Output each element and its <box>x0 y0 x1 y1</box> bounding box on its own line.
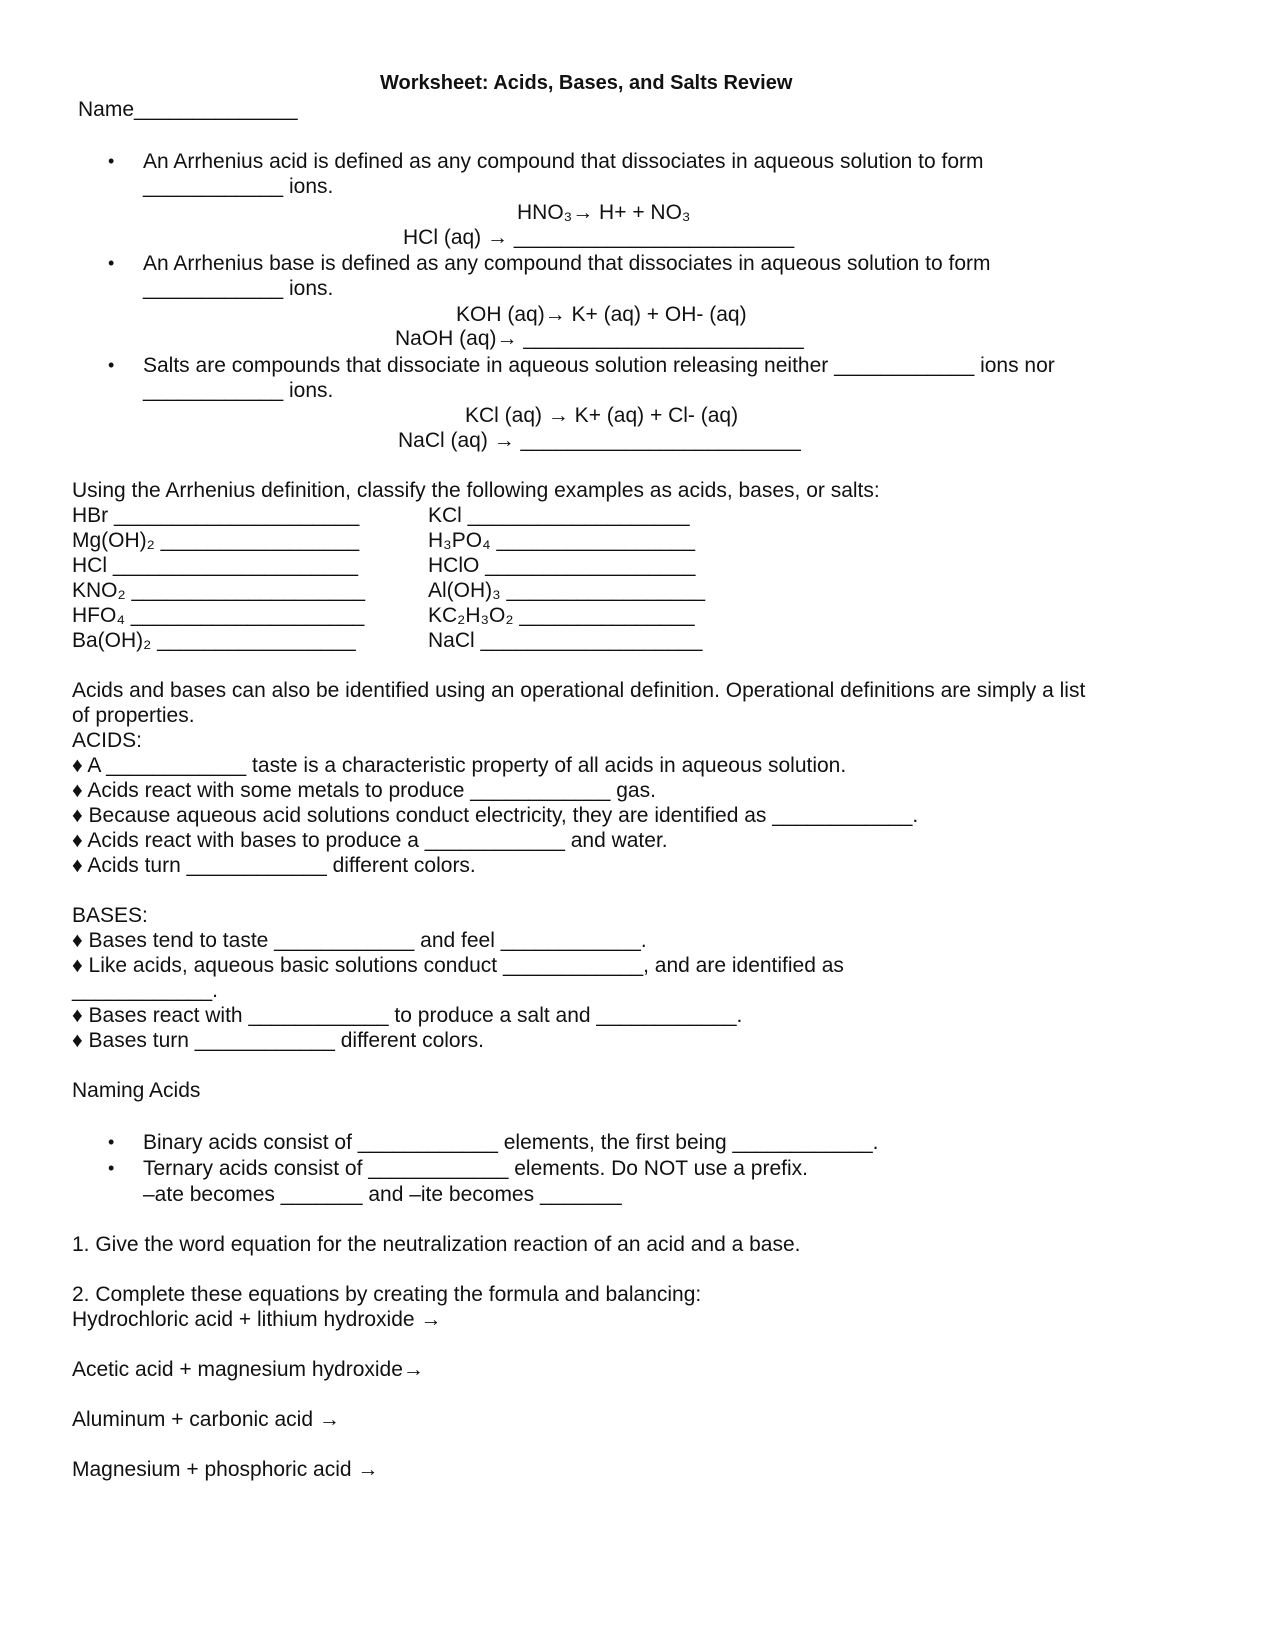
answer-blank[interactable]: _____________________ <box>108 504 360 527</box>
binary-acids-rule: Binary acids consist of ____________ elements, the first being ____________. <box>143 1131 879 1154</box>
page-title: Worksheet: Acids, Bases, and Salts Review <box>380 72 793 94</box>
answer-blank[interactable]: _______________ <box>513 604 695 627</box>
acid-property-item: ♦ Acids turn ____________ different colors. <box>72 854 476 877</box>
answer-blank[interactable]: ____________________ <box>125 579 366 602</box>
formula: NaCl <box>428 629 475 652</box>
bullet-dot: • <box>108 355 115 375</box>
acid-property-item: ♦ Acids react with some metals to produce ____________ gas. <box>72 779 656 802</box>
classify-item <box>72 503 359 528</box>
question-2: 2. Complete these equations by creating the formula and balancing: <box>72 1283 702 1306</box>
classify-item <box>428 528 695 553</box>
acid-property-item: ♦ Acids react with bases to produce a ____________ and water. <box>72 829 668 852</box>
classify-item <box>72 578 365 603</box>
bullet-dot: • <box>108 253 115 273</box>
acid-definition-line1: An Arrhenius acid is defined as any compound that dissociates in aqueous solution to form <box>143 150 984 173</box>
naming-acids-heading: Naming Acids <box>72 1079 201 1102</box>
classify-item <box>428 503 690 528</box>
formula: KC₂H₃O₂ <box>428 604 514 627</box>
answer-blank[interactable]: __________________ <box>479 554 696 577</box>
base-example-equation: KOH (aq)→ K+ (aq) + OH- (aq) <box>456 303 747 326</box>
acids-heading: ACIDS: <box>72 729 143 752</box>
equation-prompt: Magnesium + phosphoric acid → <box>72 1458 379 1481</box>
ate-ite-rule: –ate becomes _______ and –ite becomes _______ <box>143 1183 622 1206</box>
ternary-acids-rule: Ternary acids consist of ____________ elements. Do NOT use a prefix. <box>143 1157 808 1180</box>
answer-blank[interactable]: _____________________ <box>107 554 359 577</box>
formula: HBr <box>72 504 109 527</box>
classify-item <box>72 603 364 628</box>
formula: KCl <box>428 504 462 527</box>
equation-prompt: Acetic acid + magnesium hydroxide→ <box>72 1358 424 1381</box>
formula: HCl <box>72 554 107 577</box>
classify-item <box>72 628 356 653</box>
base-property-item: ♦ Like acids, aqueous basic solutions conduct ____________, and are identified as <box>72 954 844 977</box>
formula: Ba(OH)₂ <box>72 629 152 652</box>
formula: HClO <box>428 554 480 577</box>
answer-blank[interactable]: _________________ <box>151 629 356 652</box>
bullet-dot: • <box>108 1158 115 1178</box>
base-definition-line1: An Arrhenius base is defined as any compound that dissociates in aqueous solution to form <box>143 252 991 275</box>
salt-example-equation: KCl (aq) → K+ (aq) + Cl- (aq) <box>465 404 739 427</box>
base-property-item: ♦ Bases tend to taste ____________ and feel ____________. <box>72 929 647 952</box>
acid-practice-equation: HCl (aq) → ________________________ <box>403 226 795 249</box>
answer-blank[interactable]: _________________ <box>490 529 696 552</box>
answer-blank[interactable]: ___________________ <box>474 629 703 652</box>
formula: Al(OH)₃ <box>428 579 501 602</box>
name-field[interactable]: Name______________ <box>78 98 298 121</box>
classify-item <box>428 628 702 653</box>
equation-prompt: Aluminum + carbonic acid → <box>72 1408 340 1431</box>
salt-practice-equation: NaCl (aq) → ________________________ <box>398 429 801 452</box>
acid-property-item: ♦ Because aqueous acid solutions conduct electricity, they are identified as ____________. <box>72 804 919 827</box>
answer-blank[interactable]: _________________ <box>500 579 706 602</box>
acid-property-item: ♦ A ____________ taste is a characteristic property of all acids in aqueous solution. <box>72 754 847 777</box>
classify-item <box>72 553 358 578</box>
base-property-item: ♦ Bases react with ____________ to produce a salt and ____________. <box>72 1004 743 1027</box>
question-1: 1. Give the word equation for the neutralization reaction of an acid and a base. <box>72 1233 801 1256</box>
answer-blank[interactable]: _________________ <box>154 529 360 552</box>
formula: Mg(OH)₂ <box>72 529 155 552</box>
answer-blank[interactable]: ____________________ <box>124 604 365 627</box>
base-property-item: ♦ Bases turn ____________ different colors. <box>72 1029 484 1052</box>
bullet-dot: • <box>108 1132 115 1152</box>
salt-definition-line2: ____________ ions. <box>143 379 334 402</box>
answer-blank[interactable]: ___________________ <box>461 504 690 527</box>
acid-example-equation: HNO₃→ H+ + NO₃ <box>517 201 691 224</box>
classify-instructions: Using the Arrhenius definition, classify the following examples as acids, bases, or salts: <box>72 479 880 502</box>
classify-item <box>72 528 359 553</box>
equation-prompt: Hydrochloric acid + lithium hydroxide → <box>72 1308 442 1331</box>
classify-item <box>428 578 705 603</box>
bullet-dot: • <box>108 151 115 171</box>
operational-definition-line1: Acids and bases can also be identified using an operational definition. Operational definitions are simply a list <box>72 679 1086 702</box>
acid-definition-line2: ____________ ions. <box>143 175 334 198</box>
classify-item <box>428 603 695 628</box>
base-definition-line2: ____________ ions. <box>143 277 334 300</box>
operational-definition-line2: of properties. <box>72 704 195 727</box>
classify-item <box>428 553 695 578</box>
salt-definition-line1: Salts are compounds that dissociate in aqueous solution releasing neither ____________ ions nor <box>143 354 1055 377</box>
bases-heading: BASES: <box>72 904 148 927</box>
formula: H₃PO₄ <box>428 529 491 552</box>
formula: HFO₄ <box>72 604 125 627</box>
formula: KNO₂ <box>72 579 126 602</box>
base-practice-equation: NaOH (aq)→ ________________________ <box>395 327 804 350</box>
base-property-item: ____________. <box>72 979 218 1002</box>
